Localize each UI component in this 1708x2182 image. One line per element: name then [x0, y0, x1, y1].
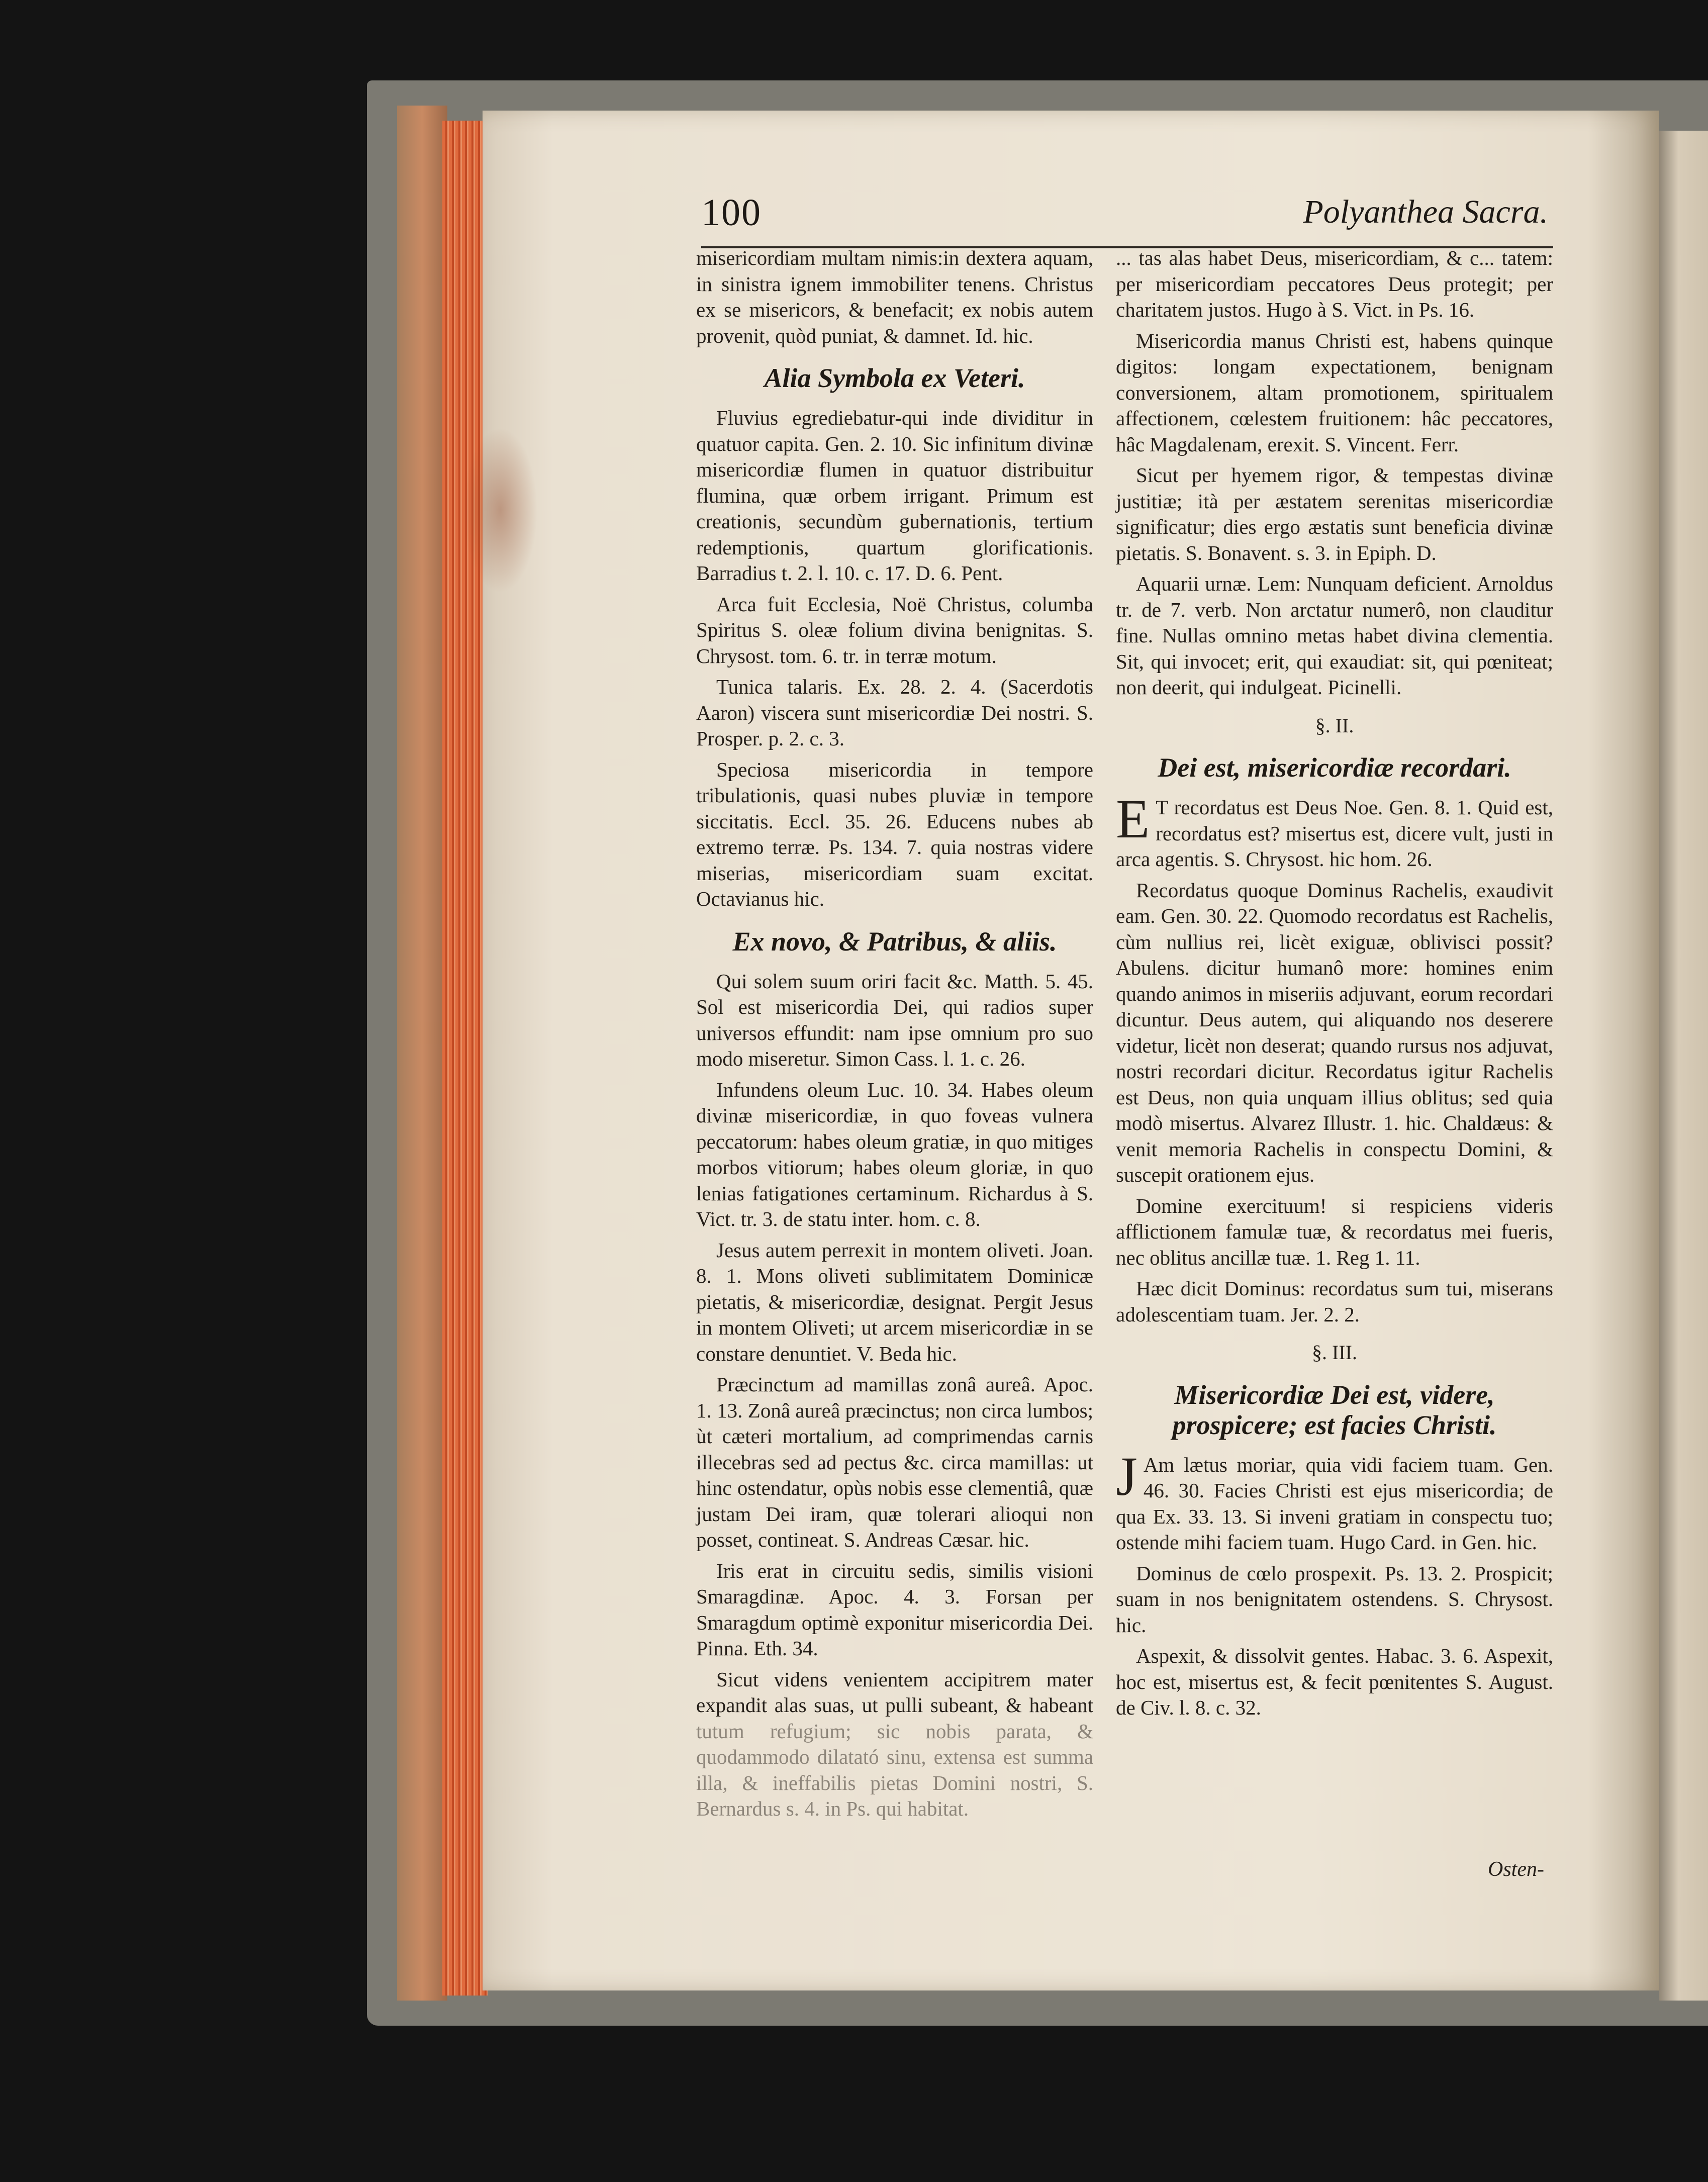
- drop-cap: E: [1116, 788, 1150, 849]
- paragraph: [1116, 788, 1553, 873]
- paragraph: Misericordia manus Christi est, habens quinque digitos: longam expectationem, benignam conversionem, altam promotionem, spiritualem affectionem, cœlestem fruitionem: hâc peccatores, hâc Magdalenam, erexit. S. Vincent. Ferr.: [1116, 329, 1553, 456]
- section-number: §. III.: [1312, 1341, 1357, 1364]
- page-fore-edge: [442, 121, 488, 1996]
- paragraph: ... tas alas habet Deus, misericordiam, & c... tatem: per misericordiam peccatores Deus protegit; per charitatem justos. Hugo à S. Vict. in Ps. 16.: [1116, 246, 1553, 321]
- faded-text: tutum refugium; sic nobis parata, & quodammodo dilatató sinu, extensa est summa illa, & ineffabilis pietas Domini nostri, S. Bernardus s. 4. in Ps. qui habitat.: [696, 1719, 1093, 1820]
- right-column: [1116, 245, 1553, 1726]
- paragraph-text: T recordatus est Deus Noe. Gen. 8. 1. Quid est, recordatus est? misertus est, dicere vult, justi in arca agentis. S. Chrysost. hic hom. 26.: [1116, 796, 1553, 871]
- paragraph: misericordiam multam nimis:in dextera aquam, in sinistra ignem immobiliter tenens. Christus ex se misericors, & benefacit; ex nobis autem provenit, quòd puniat, & damnet. Id. hic.: [696, 246, 1093, 347]
- section-heading: Alia Symbola ex Veteri.: [764, 363, 1025, 393]
- running-title: Polyanthea Sacra.: [1303, 194, 1548, 230]
- paragraph: Fluvius egrediebatur-qui inde dividitur in quatuor capita. Gen. 2. 10. Sic infinitum divinæ misericordiæ flumen in quatuor distribuitur flumina, quæ orbem irrigant. Primum est creationis, secundùm gubernationis, tertium redemptionis, quartum glorificationis. Barradius t. 2. l. 10. c. 17. D. 6. Pent.: [696, 406, 1093, 585]
- paragraph: Dominus de cœlo prospexit. Ps. 13. 2. Prospicit; suam in nos benignitatem ostendens. S. Chrysost. hic.: [1116, 1561, 1553, 1637]
- paragraph: Sicut per hyemem rigor, & tempestas divinæ justitiæ; ità per æstatem serenitas misericordiæ significatur; dies ergo æstatis sunt beneficia divinæ pietatis. S. Bonavent. s. 3. in Epiph. D.: [1116, 463, 1553, 564]
- paragraph: [1116, 1445, 1553, 1556]
- paragraph: [696, 1667, 1093, 1822]
- drop-cap: J: [1116, 1445, 1137, 1507]
- left-column: [696, 245, 1093, 1827]
- paragraph-text: Sicut videns venientem accipitrem mater expandit alas suas, ut pulli subeant, & habeant: [696, 1667, 1093, 1717]
- section-heading: Misericordiæ Dei est, videre, prospicere; est facies Christi.: [1172, 1379, 1497, 1440]
- page-number: 100: [701, 192, 762, 234]
- paragraph: Arca fuit Ecclesia, Noë Christus, columba Spiritus S. oleæ folium divina benignitas. S. Chrysost. tom. 6. tr. in terræ motum.: [696, 592, 1093, 668]
- paragraph: Recordatus quoque Dominus Rachelis, exaudivit eam. Gen. 30. 22. Quomodo recordatus est Rachelis, cùm nullius rei, licèt exiguæ, oblivisci possit? Abulens. dicitur humanô more: homines enim quando animos in miseriis adjuvant, eorum recordari dicuntur. Deus autem, qui aliquando nos deserere videtur, licèt non deserat; quando rursus nos adjuvat, nostri recordari dicitur. Recordatus igitur Rachelis est Deus, non quia unquam illius oblitus; sed quia modò misertus. Alvarez Illustr. 1. hic. Chaldæus: & venit memoria Rachelis in conspectu Domini, & suscepit orationem ejus.: [1116, 878, 1553, 1186]
- section-heading: Ex novo, & Patribus, & aliis.: [732, 926, 1057, 957]
- paragraph: Aquarii urnæ. Lem: Nunquam deficient. Arnoldus tr. de 7. verb. Non arctatur numerô, non clauditur fine. Nullas omnino metas habet divina clementia. Sit, qui invocet; erit, qui exaudiat: sit, qui pœniteat; non deerit, qui indulgeat. Picinelli.: [1116, 572, 1553, 699]
- paragraph: Tunica talaris. Ex. 28. 2. 4. (Sacerdotis Aaron) viscera sunt misericordiæ Dei nostri. S. Prosper. p. 2. c. 3.: [696, 675, 1093, 750]
- section-heading: Dei est, misericordiæ recordari.: [1158, 752, 1511, 783]
- facing-page-edge: [1659, 131, 1708, 2001]
- paragraph: Præcinctum ad mamillas zonâ aureâ. Apoc. 1. 13. Zonâ aureâ præcinctus; non circa lumbos; ùt cæteri mortalium, ad comprimendas carnis illecebras sed ad pectus &c. circa mamillas: ut hinc ostendatur, opùs nobis esse clementiâ, quæ justam Dei iram, quæ tolerari alioqui non posset, contineat. S. Andreas Cæsar. hic.: [696, 1373, 1093, 1551]
- paragraph: Hæc dicit Dominus: recordatus sum tui, miserans adolescentiam tuam. Jer. 2. 2.: [1116, 1277, 1553, 1326]
- water-stain: [462, 427, 538, 593]
- paragraph: Qui solem suum oriri facit &c. Matth. 5. 45. Sol est misericordia Dei, qui radios super universos effundit: nam ipse omnium pro suo modo miseretur. Simon Cass. l. 1. c. 26.: [696, 969, 1093, 1070]
- paragraph: Iris erat in circuitu sedis, similis visioni Smaragdinæ. Apoc. 4. 3. Forsan per Smaragdum optimè exponitur misericordia Dei. Pinna. Eth. 34.: [696, 1559, 1093, 1660]
- paragraph: Domine exercituum! si respiciens videris afflictionem famulæ tuæ, & recordatus mei fueris, nec oblitus ancillæ tuæ. 1. Reg 1. 11.: [1116, 1194, 1553, 1269]
- catchword: Osten-: [1488, 1858, 1544, 1881]
- paragraph: Aspexit, & dissolvit gentes. Habac. 3. 6. Aspexit, hoc est, misertus est, & fecit pœnitentes S. August. de Civ. l. 8. c. 32.: [1116, 1644, 1553, 1719]
- paragraph: Infundens oleum Luc. 10. 34. Habes oleum divinæ misericordiæ, in quo foveas vulnera peccatorum: habes oleum gratiæ, in quo mitiges morbos vitiorum; habes oleum gloriæ, in quo lenias fatigationes certaminum. Richardus à S. Vict. tr. 3. de statu inter. hom. c. 8.: [696, 1078, 1093, 1230]
- paragraph-text: Am lætus moriar, quia vidi faciem tuam. Gen. 46. 30. Facies Christi est ejus misericordia; de qua Ex. 33. 13. Si inveni gratiam in conspectu tuo; ostende mihi faciem tuam. Hugo Card. in Gen. hic.: [1116, 1453, 1553, 1554]
- book-spine-edge: [397, 106, 447, 2001]
- paragraph: Jesus autem perrexit in montem oliveti. Joan. 8. 1. Mons oliveti sublimitatem Dominicæ pietatis, & misericordiæ, designat. Pergit Jesus in montem Oliveti; ut arcem misericordiæ in se constare denuntiet. V. Beda hic.: [696, 1238, 1093, 1365]
- section-number: §. II.: [1315, 714, 1354, 737]
- page-header: [701, 191, 1553, 248]
- paragraph: Speciosa misericordia in tempore tribulationis, quasi nubes pluviæ in tempore siccitatis. Eccl. 35. 26. Educens nubes ab extremo terræ. Ps. 134. 7. quia nostras videre miserias, misericordiam suam excitat. Octavianus hic.: [696, 757, 1093, 910]
